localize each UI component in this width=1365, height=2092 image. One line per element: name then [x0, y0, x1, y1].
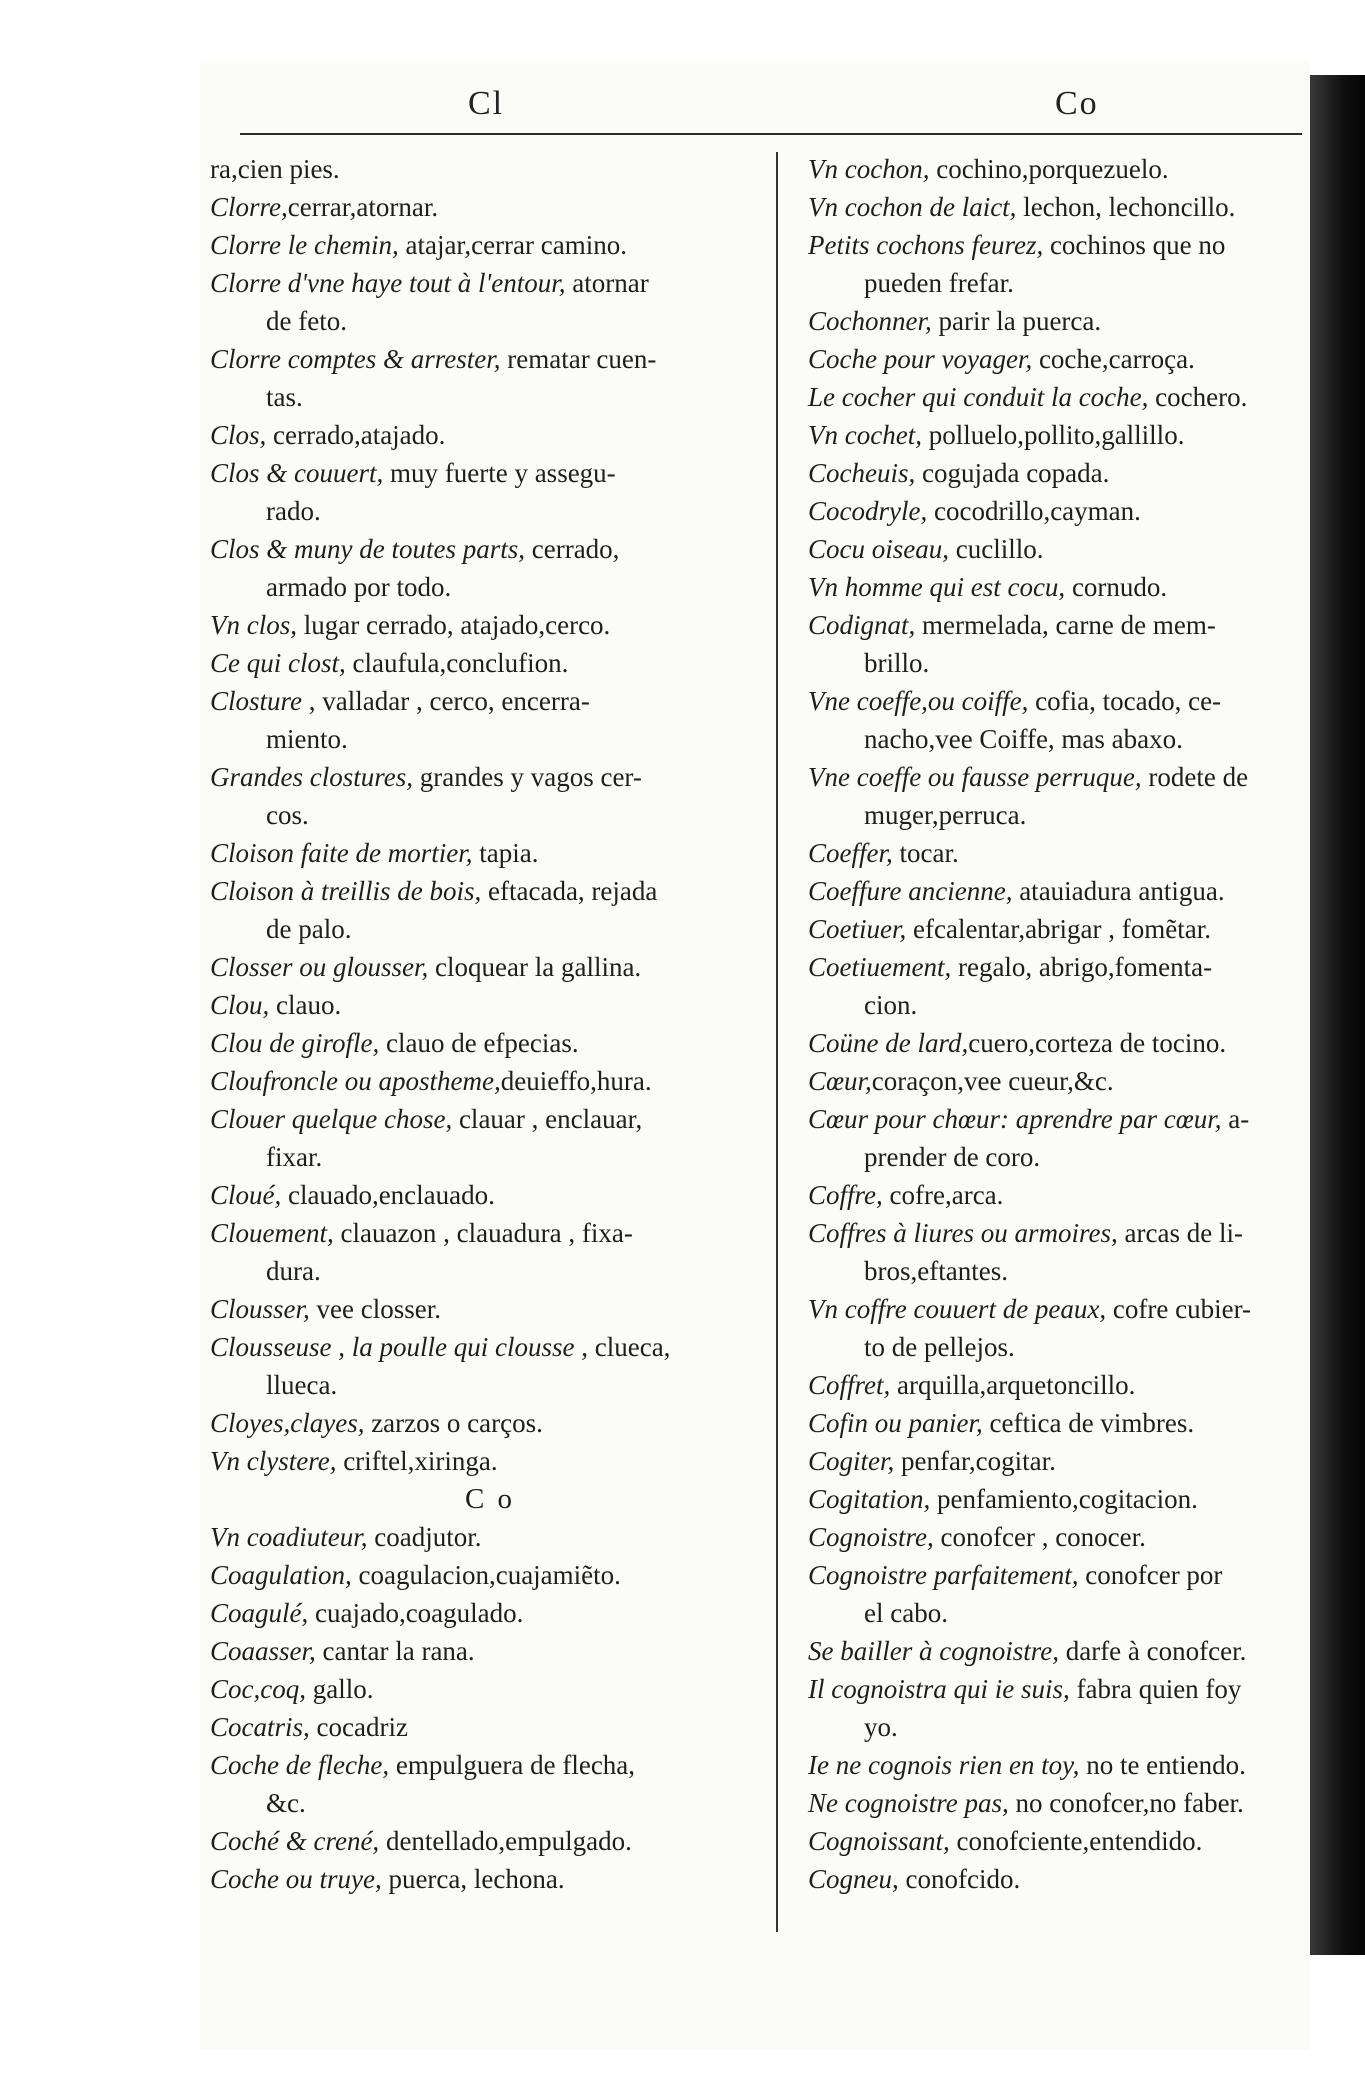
definition: rematar cuen-	[500, 344, 657, 374]
definition: cuajado,coagulado.	[308, 1598, 524, 1628]
dictionary-entry	[808, 1442, 1308, 1480]
headword: Clorre comptes & arrester,	[210, 344, 501, 374]
definition: cocodrillo,cayman.	[927, 496, 1141, 526]
dictionary-entry	[808, 1062, 1308, 1100]
entry-continuation	[210, 1138, 770, 1176]
headword: Cocodryle,	[808, 496, 928, 526]
definition: , clueca,	[574, 1332, 671, 1362]
definition: cochero.	[1148, 382, 1248, 412]
definition: claufula,conclufion.	[345, 648, 569, 678]
entry-continuation	[808, 1708, 1308, 1746]
entry-continuation	[808, 796, 1308, 834]
definition: brillo.	[864, 648, 930, 678]
dictionary-entry	[808, 1556, 1308, 1594]
definition: el cabo.	[864, 1598, 948, 1628]
headword: Ce qui clost,	[210, 648, 346, 678]
dictionary-entry	[808, 150, 1308, 188]
headword: Coffres à liures ou armoires,	[808, 1218, 1118, 1248]
definition: coraçon,vee cueur,&c.	[871, 1066, 1114, 1096]
headword: Coetiuer,	[808, 914, 907, 944]
definition: efcalentar,abrigar , fomẽtar.	[906, 914, 1211, 944]
dictionary-entry	[210, 416, 770, 454]
running-head-right: Co	[1055, 85, 1099, 122]
entry-continuation	[808, 1328, 1308, 1366]
dictionary-entry	[808, 910, 1308, 948]
definition: atornar	[565, 268, 649, 298]
dictionary-entry	[210, 948, 770, 986]
dictionary-entry	[210, 1632, 770, 1670]
dictionary-entry	[210, 834, 770, 872]
page-binding-edge	[1310, 75, 1365, 1955]
definition: vee closser.	[309, 1294, 441, 1324]
dictionary-entry	[210, 1670, 770, 1708]
headword: Clouer quelque chose,	[210, 1104, 453, 1134]
headword: Cocatris,	[210, 1712, 310, 1742]
dictionary-entry	[210, 1328, 770, 1366]
headword: Clousseuse , la poulle qui clousse	[210, 1332, 575, 1362]
headword: Grandes clostures,	[210, 762, 413, 792]
dictionary-entry	[210, 1860, 770, 1898]
headword: Vn cochet,	[808, 420, 922, 450]
dictionary-entry	[808, 1860, 1308, 1898]
definition: fabra quien foy	[1069, 1674, 1242, 1704]
definition: muy fuerte y assegu-	[383, 458, 616, 488]
headword: Cogitation,	[808, 1484, 931, 1514]
headword: Cœur pour chœur: aprendre par cœur,	[808, 1104, 1222, 1134]
definition: cofia, tocado, ce-	[1028, 686, 1222, 716]
dictionary-entry	[210, 1442, 770, 1480]
definition: dentellado,empulgado.	[379, 1826, 632, 1856]
entry-continuation	[808, 264, 1308, 302]
headword: Clou,	[210, 990, 270, 1020]
dictionary-entry	[210, 986, 770, 1024]
headword: Coeffure ancienne,	[808, 876, 1013, 906]
entry-continuation	[210, 796, 770, 834]
headword: Vne coeffe,ou coiffe,	[808, 686, 1029, 716]
dictionary-entry	[808, 682, 1308, 720]
headword: Coeffer,	[808, 838, 893, 868]
dictionary-entry	[808, 1632, 1308, 1670]
definition: fixar.	[266, 1142, 323, 1172]
headword: Vn coffre couuert de peaux,	[808, 1294, 1107, 1324]
dictionary-entry	[210, 1100, 770, 1138]
headword: Clos & couuert,	[210, 458, 384, 488]
definition: clauazon , clauadura , fixa-	[333, 1218, 633, 1248]
headword: Cloué,	[210, 1180, 282, 1210]
headword: Se bailler à cognoistre,	[808, 1636, 1059, 1666]
definition: de feto.	[266, 306, 347, 336]
headword: Ie ne cognois rien en toy,	[808, 1750, 1080, 1780]
dictionary-entry	[808, 492, 1308, 530]
definition: conofcido.	[898, 1864, 1021, 1894]
definition: arcas de li-	[1117, 1218, 1243, 1248]
dictionary-entry	[808, 758, 1308, 796]
headword: Closser ou glousser,	[210, 952, 429, 982]
definition: prender de coro.	[864, 1142, 1041, 1172]
definition: zarzos o carços.	[364, 1408, 543, 1438]
headword: Clos & muny de toutes parts,	[210, 534, 525, 564]
dictionary-entry	[210, 1708, 770, 1746]
headword: Clou de girofle,	[210, 1028, 380, 1058]
definition: mermelada, carne de mem-	[915, 610, 1216, 640]
dictionary-entry	[808, 226, 1308, 264]
entry-continuation	[808, 1594, 1308, 1632]
definition: coche,carroça.	[1032, 344, 1195, 374]
running-head-left: Cl	[468, 85, 505, 122]
dictionary-entry	[808, 530, 1308, 568]
definition: lugar cerrado, atajado,cerco.	[297, 610, 611, 640]
headword: Cloison faite de mortier,	[210, 838, 473, 868]
headword: Cloison à treillis de bois,	[210, 876, 482, 906]
definition: no conofcer,no faber.	[1008, 1788, 1244, 1818]
definition: &c.	[266, 1788, 306, 1818]
definition: a-	[1221, 1104, 1250, 1134]
dictionary-entry	[210, 1062, 770, 1100]
right-column	[808, 150, 1308, 1898]
dictionary-entry	[808, 1822, 1308, 1860]
dictionary-entry	[210, 1404, 770, 1442]
headword: Cloyes,clayes,	[210, 1408, 365, 1438]
headword: Coche pour voyager,	[808, 344, 1033, 374]
definition: de palo.	[266, 914, 352, 944]
definition: clauo.	[269, 990, 342, 1020]
headword: Coaasser,	[210, 1636, 316, 1666]
definition: cochinos que no	[1043, 230, 1226, 260]
headword: Coffret,	[808, 1370, 891, 1400]
dictionary-entry	[808, 606, 1308, 644]
headword: Cofin ou panier,	[808, 1408, 983, 1438]
definition: cerrado,atajado.	[266, 420, 446, 450]
headword: Petits cochons feurez,	[808, 230, 1044, 260]
definition: conofcer por	[1078, 1560, 1223, 1590]
headword: Vn cochon de laict,	[808, 192, 1017, 222]
entry-continuation	[210, 910, 770, 948]
headword: Codignat,	[808, 610, 916, 640]
dictionary-entry	[210, 264, 770, 302]
dictionary-entry	[210, 340, 770, 378]
left-column	[210, 150, 770, 1898]
definition: cerrado,	[525, 534, 620, 564]
entry-continuation	[210, 378, 770, 416]
dictionary-entry	[210, 454, 770, 492]
definition: polluelo,pollito,gallillo.	[921, 420, 1185, 450]
definition: regalo, abrigo,fomenta-	[951, 952, 1213, 982]
entry-continuation	[210, 1784, 770, 1822]
headword: Cloufroncle ou apostheme,	[210, 1066, 501, 1096]
headword: Cœur,	[808, 1066, 872, 1096]
headword: Coagulation,	[210, 1560, 352, 1590]
headword: Cocu oiseau,	[808, 534, 949, 564]
headword: Cocheuis,	[808, 458, 916, 488]
definition: , valladar , cerco, encerra-	[302, 686, 590, 716]
dictionary-entry	[210, 1594, 770, 1632]
entry-continuation	[808, 644, 1308, 682]
dictionary-entry	[210, 758, 770, 796]
definition: clauado,enclauado.	[281, 1180, 495, 1210]
definition: ra,cien pies.	[210, 154, 340, 184]
definition: dura.	[266, 1256, 321, 1286]
definition: miento.	[266, 724, 348, 754]
definition: empulguera de flecha,	[389, 1750, 636, 1780]
headword: Vn cochon,	[808, 154, 930, 184]
definition: cogujada copada.	[915, 458, 1110, 488]
dictionary-entry	[808, 454, 1308, 492]
definition: rado.	[266, 496, 321, 526]
dictionary-entry	[808, 416, 1308, 454]
headword: Vn clos,	[210, 610, 297, 640]
headword: Le cocher qui conduit la coche,	[808, 382, 1149, 412]
entry-continuation	[210, 492, 770, 530]
section-heading: C o	[464, 1483, 516, 1515]
entry-continuation	[210, 568, 770, 606]
dictionary-entry	[210, 1024, 770, 1062]
dictionary-entry	[210, 226, 770, 264]
headword: Clouement,	[210, 1218, 334, 1248]
dictionary-entry	[210, 682, 770, 720]
header-rule	[240, 133, 1302, 135]
headword: Cogiter,	[808, 1446, 895, 1476]
dictionary-entry	[808, 378, 1308, 416]
definition: atajar,cerrar camino.	[398, 230, 627, 260]
definition: to de pellejos.	[864, 1332, 1015, 1362]
dictionary-entry	[210, 1518, 770, 1556]
dictionary-entry	[808, 1404, 1308, 1442]
definition: coadjutor.	[367, 1522, 482, 1552]
entry-continuation	[808, 1138, 1308, 1176]
dictionary-entry	[808, 1480, 1308, 1518]
headword: Coffre,	[808, 1180, 883, 1210]
dictionary-entry	[808, 302, 1308, 340]
dictionary-entry	[808, 1024, 1308, 1062]
dictionary-entry	[808, 1670, 1308, 1708]
definition: cerrar,atornar.	[287, 192, 439, 222]
dictionary-entry	[210, 1746, 770, 1784]
headword: Clorre,	[210, 192, 288, 222]
definition: criftel,xiringa.	[336, 1446, 498, 1476]
definition: cocadriz	[309, 1712, 408, 1742]
entry-continuation	[210, 1366, 770, 1404]
dictionary-entry	[210, 188, 770, 226]
definition: armado por todo.	[266, 572, 452, 602]
definition: cofre cubier-	[1106, 1294, 1252, 1324]
headword: Cognoissant,	[808, 1826, 950, 1856]
definition: darfe à conofcer.	[1058, 1636, 1247, 1666]
definition: nacho,vee Coiffe, mas abaxo.	[864, 724, 1183, 754]
entry-continuation	[210, 1252, 770, 1290]
definition: cofre,arca.	[882, 1180, 1004, 1210]
headword: Coc,coq,	[210, 1674, 306, 1704]
entry-continuation	[210, 720, 770, 758]
definition: deuieffo,hura.	[500, 1066, 652, 1096]
definition: tapia.	[472, 838, 539, 868]
definition: penfamiento,cogitacion.	[930, 1484, 1198, 1514]
definition: gallo.	[305, 1674, 374, 1704]
dictionary-entry	[808, 1176, 1308, 1214]
definition: llueca.	[266, 1370, 338, 1400]
definition: tas.	[266, 382, 303, 412]
definition: ceftica de vimbres.	[982, 1408, 1195, 1438]
definition: muger,perruca.	[864, 800, 1027, 830]
headword: Il cognoistra qui ie suis,	[808, 1674, 1070, 1704]
definition: clauar , enclauar,	[452, 1104, 643, 1134]
headword: Vn homme qui est cocu,	[808, 572, 1066, 602]
dictionary-entry	[808, 1518, 1308, 1556]
entry-continuation	[808, 720, 1308, 758]
definition: arquilla,arquetoncillo.	[890, 1370, 1136, 1400]
headword: Vne coeffe ou fausse perruque,	[808, 762, 1142, 792]
dictionary-entry	[210, 150, 770, 188]
definition: cochino,porquezuelo.	[929, 154, 1169, 184]
definition: conofcer , conocer.	[933, 1522, 1146, 1552]
headword: Ne cognoistre pas,	[808, 1788, 1009, 1818]
entry-continuation	[808, 1252, 1308, 1290]
definition: penfar,cogitar.	[894, 1446, 1056, 1476]
headword: Cogneu,	[808, 1864, 899, 1894]
definition: cuclillo.	[949, 534, 1044, 564]
headword: Coagulé,	[210, 1598, 309, 1628]
definition: cloquear la gallina.	[428, 952, 642, 982]
dictionary-entry	[210, 606, 770, 644]
headword: Cochonner,	[808, 306, 932, 336]
definition: conofciente,entendido.	[949, 1826, 1203, 1856]
definition: coagulacion,cuajamiẽto.	[351, 1560, 621, 1590]
dictionary-entry	[808, 948, 1308, 986]
dictionary-entry	[808, 340, 1308, 378]
dictionary-entry	[808, 568, 1308, 606]
headword: Coche de fleche,	[210, 1750, 390, 1780]
headword: Coüne de lard,	[808, 1028, 969, 1058]
headword: Closture	[210, 686, 303, 716]
dictionary-entry	[210, 1176, 770, 1214]
dictionary-entry	[808, 1746, 1308, 1784]
dictionary-entry	[210, 530, 770, 568]
definition: atauiadura antigua.	[1012, 876, 1225, 906]
definition: cion.	[864, 990, 918, 1020]
definition: bros,eftantes.	[864, 1256, 1008, 1286]
headword: Cognoistre,	[808, 1522, 934, 1552]
dictionary-entry	[808, 188, 1308, 226]
dictionary-entry	[210, 1214, 770, 1252]
definition: puerca, lechona.	[381, 1864, 565, 1894]
headword: Clousser,	[210, 1294, 310, 1324]
headword: Cognoistre parfaitement,	[808, 1560, 1079, 1590]
dictionary-entry	[808, 1366, 1308, 1404]
headword: Vn coadiuteur,	[210, 1522, 368, 1552]
headword: Clorre le chemin,	[210, 230, 399, 260]
entry-continuation	[210, 302, 770, 340]
headword: Clorre d'vne haye tout à l'entour,	[210, 268, 566, 298]
headword: Coetiuement,	[808, 952, 952, 982]
dictionary-entry	[808, 1784, 1308, 1822]
definition: yo.	[864, 1712, 898, 1742]
definition: no te entiendo.	[1079, 1750, 1246, 1780]
column-divider	[776, 152, 778, 1932]
headword: Coché & crené,	[210, 1826, 380, 1856]
definition: parir la puerca.	[931, 306, 1102, 336]
definition: cos.	[266, 800, 309, 830]
headword: Coche ou truye,	[210, 1864, 382, 1894]
dictionary-entry	[808, 1100, 1308, 1138]
definition: grandes y vagos cer-	[413, 762, 642, 792]
definition: clauo de efpecias.	[379, 1028, 579, 1058]
dictionary-entry	[210, 644, 770, 682]
definition: eftacada, rejada	[481, 876, 658, 906]
definition: rodete de	[1141, 762, 1249, 792]
definition: cornudo.	[1065, 572, 1168, 602]
definition: cantar la rana.	[315, 1636, 475, 1666]
dictionary-entry	[210, 1290, 770, 1328]
definition: lechon, lechoncillo.	[1016, 192, 1236, 222]
entry-continuation	[808, 986, 1308, 1024]
dictionary-entry	[808, 872, 1308, 910]
headword: Vn clystere,	[210, 1446, 337, 1476]
dictionary-entry	[808, 1214, 1308, 1252]
dictionary-entry	[808, 834, 1308, 872]
headword: Clos,	[210, 420, 267, 450]
dictionary-entry	[808, 1290, 1308, 1328]
dictionary-entry	[210, 1556, 770, 1594]
definition: cuero,corteza de tocino.	[968, 1028, 1227, 1058]
dictionary-entry	[210, 1822, 770, 1860]
dictionary-entry	[210, 872, 770, 910]
definition: tocar.	[892, 838, 959, 868]
definition: pueden frefar.	[864, 268, 1014, 298]
